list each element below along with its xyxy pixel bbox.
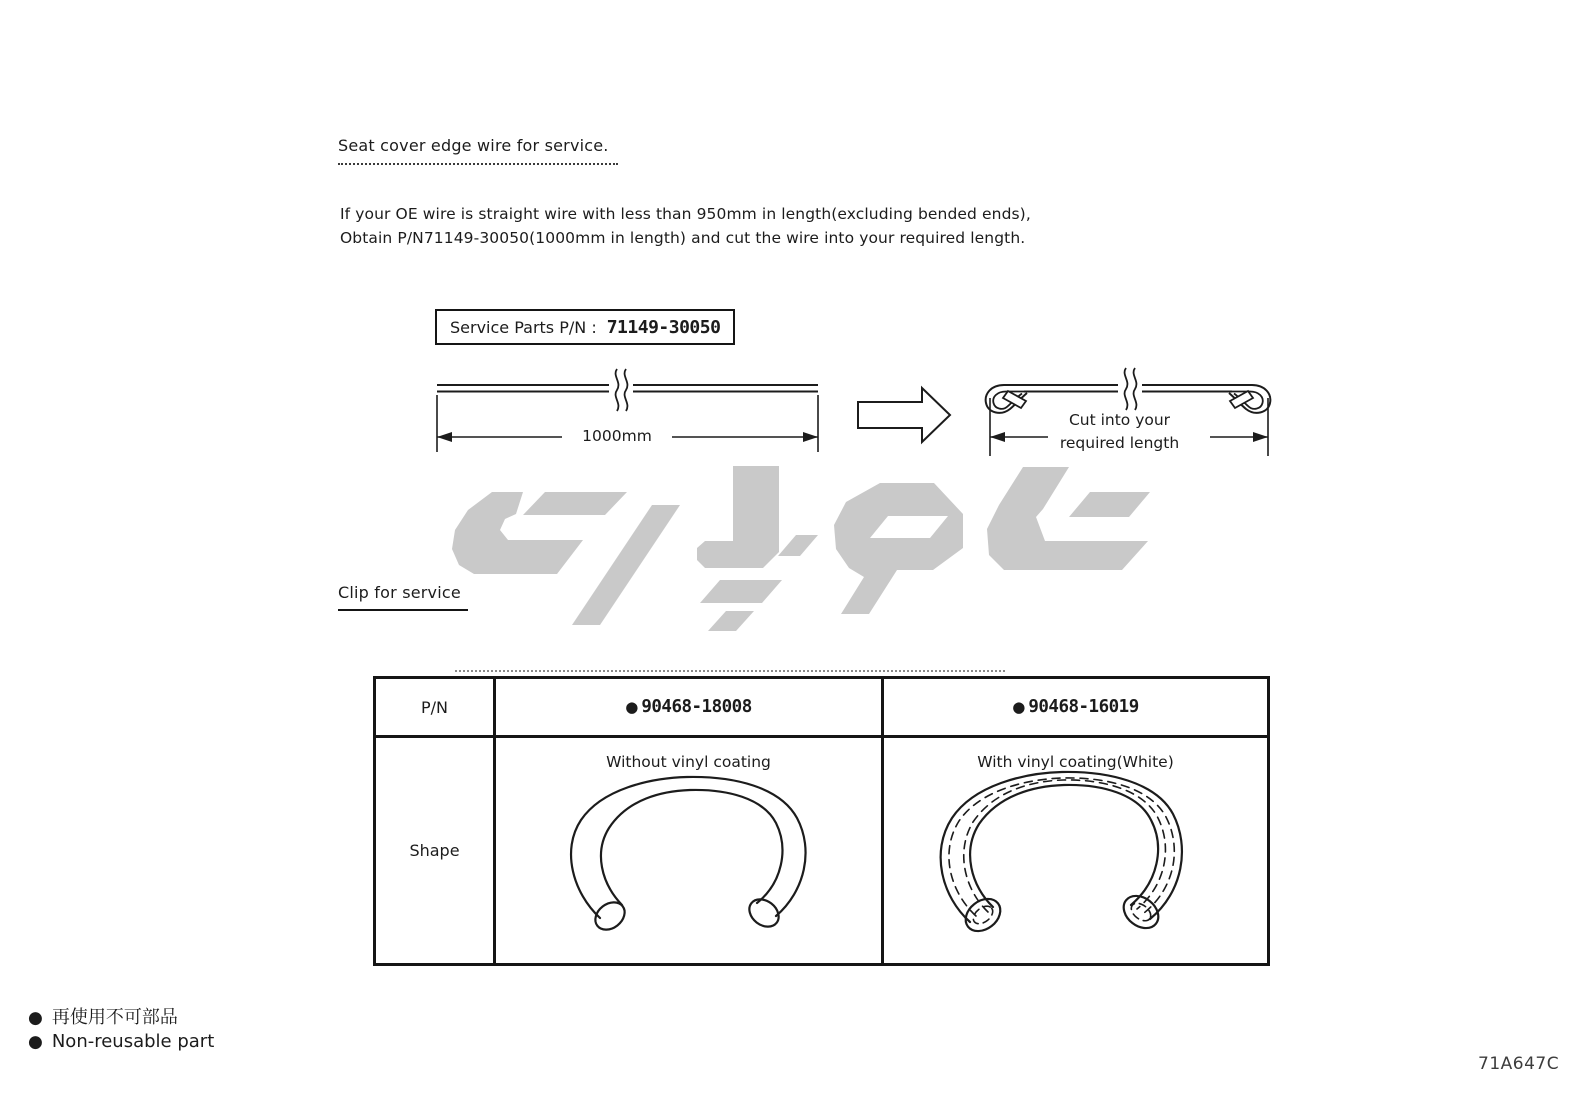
dimension-label-1000mm: 1000mm (562, 427, 672, 446)
cut-length-label-line-1: Cut into your (1068, 411, 1171, 429)
legend (28, 1006, 214, 1054)
instructions-line-1: If your OE wire is straight wire with less than 950mm in length(excluding bended ends), (340, 205, 1031, 223)
non-reusable-bullet-icon: ● (1012, 697, 1026, 716)
bent-wire-drawing (986, 368, 1271, 413)
legend-text-jp: 再使用不可部品 (51, 1007, 178, 1028)
clip-table (373, 676, 1270, 966)
legend-item-jp (28, 1006, 214, 1030)
pn-value: 90468-18008 (641, 697, 752, 717)
legend-text-en: Non-reusable part (51, 1031, 215, 1052)
shape-cell-with-coating (884, 738, 1267, 963)
section-title-clip: Clip for service (338, 583, 468, 611)
straight-wire-drawing (437, 369, 818, 411)
legend-item-en (28, 1030, 214, 1054)
pn-cell-without-coating (496, 679, 884, 738)
shape-row-header-cell: Shape (376, 738, 496, 963)
block-arrow-icon (858, 388, 950, 442)
pn-cell-with-coating (884, 679, 1267, 738)
cut-length-label (1042, 409, 1197, 455)
non-reusable-bullet-icon: ● (28, 1007, 43, 1028)
watermark-logo (452, 466, 1150, 631)
instructions-line-2: Obtain P/N71149-30050(1000mm in length) and cut the wire into your required length. (340, 228, 1026, 247)
non-reusable-bullet-icon: ● (28, 1031, 43, 1052)
shape-label: Without vinyl coating (606, 753, 771, 771)
instructions (340, 203, 1031, 250)
shape-cell-without-coating (496, 738, 884, 963)
doc-code: 71A647C (1478, 1054, 1560, 1074)
pn-value: 90468-16019 (1028, 697, 1139, 717)
service-parts-number: 71149-30050 (606, 316, 721, 338)
non-reusable-bullet-icon: ● (625, 697, 639, 716)
service-parts-box (435, 309, 735, 345)
cut-length-label-line-2: required length (1059, 434, 1180, 452)
scan-artifact-dotted-line (455, 670, 1005, 672)
pn-row-header-cell: P/N (376, 679, 496, 738)
shape-label: With vinyl coating(White) (977, 753, 1174, 771)
section-title-seat-wire: Seat cover edge wire for service. (338, 136, 618, 165)
service-parts-label: Service Parts P/N : (450, 317, 597, 337)
